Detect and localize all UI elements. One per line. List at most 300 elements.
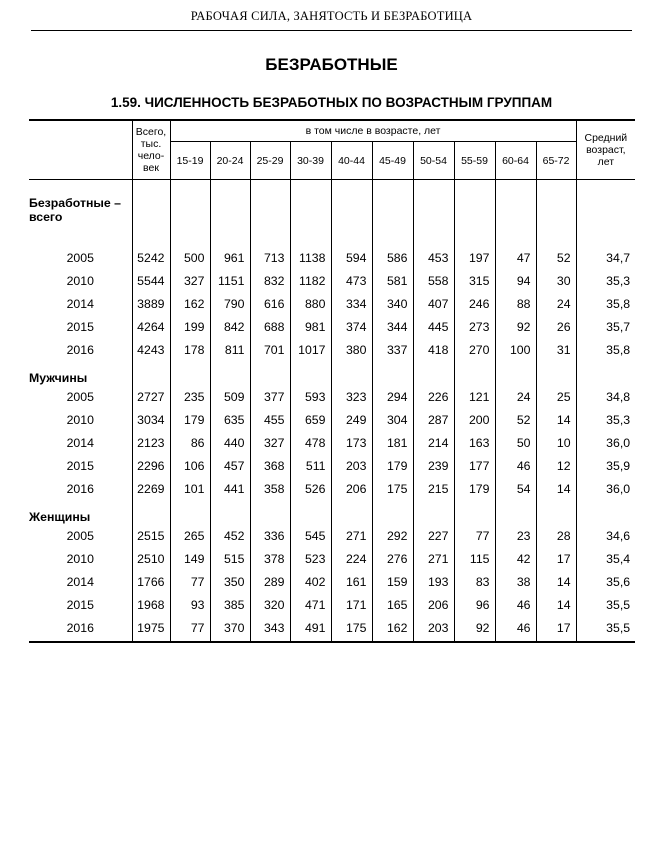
spacer-cell bbox=[536, 234, 576, 246]
age-group-cell: 46 bbox=[495, 593, 536, 616]
col-header-age: 25-29 bbox=[250, 142, 290, 180]
age-group-cell: 203 bbox=[413, 616, 454, 639]
avg-age-cell: 35,9 bbox=[576, 454, 635, 477]
age-group-cell: 832 bbox=[250, 269, 290, 292]
age-group-cell: 226 bbox=[413, 385, 454, 408]
age-group-cell: 457 bbox=[210, 454, 250, 477]
age-group-cell: 14 bbox=[536, 408, 576, 431]
spacer-cell bbox=[576, 234, 635, 246]
age-group-cell: 31 bbox=[536, 338, 576, 361]
age-group-cell: 343 bbox=[250, 616, 290, 639]
year-cell: 2016 bbox=[66, 342, 94, 357]
age-group-cell: 340 bbox=[372, 292, 413, 315]
age-group-cell: 101 bbox=[170, 477, 210, 500]
total-cell: 4243 bbox=[132, 338, 170, 361]
age-group-cell: 323 bbox=[331, 385, 372, 408]
avg-age-cell: 35,3 bbox=[576, 408, 635, 431]
total-cell: 3889 bbox=[132, 292, 170, 315]
age-group-cell: 197 bbox=[454, 246, 495, 269]
category-label: Безработные – всего bbox=[29, 196, 121, 224]
age-group-cell: 47 bbox=[495, 246, 536, 269]
empty-cell bbox=[536, 192, 576, 234]
age-group-cell: 88 bbox=[495, 292, 536, 315]
empty-cell bbox=[290, 500, 331, 524]
spacer-cell bbox=[132, 180, 170, 193]
age-group-cell: 289 bbox=[250, 570, 290, 593]
empty-cell bbox=[372, 192, 413, 234]
section-title: БЕЗРАБОТНЫЕ bbox=[265, 55, 398, 74]
spacer-cell bbox=[29, 234, 132, 246]
spacer-cell bbox=[413, 234, 454, 246]
age-group-cell: 509 bbox=[210, 385, 250, 408]
age-group-cell: 471 bbox=[290, 593, 331, 616]
age-group-cell: 455 bbox=[250, 408, 290, 431]
table-row bbox=[29, 616, 635, 639]
age-group-cell: 77 bbox=[170, 570, 210, 593]
age-group-cell: 385 bbox=[210, 593, 250, 616]
age-group-cell: 453 bbox=[413, 246, 454, 269]
category-label: Женщины bbox=[29, 510, 91, 524]
age-group-cell: 701 bbox=[250, 338, 290, 361]
age-group-cell: 713 bbox=[250, 246, 290, 269]
empty-cell bbox=[454, 500, 495, 524]
age-group-cell: 440 bbox=[210, 431, 250, 454]
total-cell: 1766 bbox=[132, 570, 170, 593]
age-group-cell: 171 bbox=[331, 593, 372, 616]
total-cell: 5242 bbox=[132, 246, 170, 269]
empty-cell bbox=[495, 500, 536, 524]
age-group-cell: 162 bbox=[372, 616, 413, 639]
age-group-cell: 77 bbox=[170, 616, 210, 639]
age-group-cell: 344 bbox=[372, 315, 413, 338]
total-cell: 1968 bbox=[132, 593, 170, 616]
year-cell: 2005 bbox=[66, 250, 94, 265]
avg-age-cell: 34,8 bbox=[576, 385, 635, 408]
empty-cell bbox=[576, 361, 635, 385]
empty-cell bbox=[536, 361, 576, 385]
age-group-cell: 811 bbox=[210, 338, 250, 361]
age-group-cell: 115 bbox=[454, 547, 495, 570]
total-cell: 2515 bbox=[132, 524, 170, 547]
age-group-cell: 327 bbox=[170, 269, 210, 292]
age-group-cell: 179 bbox=[372, 454, 413, 477]
col-header-avg-age: Средний возраст, лет bbox=[576, 120, 635, 180]
spacer-cell bbox=[454, 180, 495, 193]
empty-cell bbox=[250, 361, 290, 385]
spacer-cell bbox=[290, 639, 331, 642]
age-group-cell: 17 bbox=[536, 616, 576, 639]
col-header-age: 60-64 bbox=[495, 142, 536, 180]
age-group-cell: 177 bbox=[454, 454, 495, 477]
table-body bbox=[29, 180, 635, 643]
col-header-age: 20-24 bbox=[210, 142, 250, 180]
age-group-cell: 478 bbox=[290, 431, 331, 454]
empty-cell bbox=[170, 361, 210, 385]
spacer-row bbox=[29, 180, 635, 193]
empty-cell bbox=[331, 192, 372, 234]
empty-cell bbox=[132, 361, 170, 385]
empty-cell bbox=[210, 192, 250, 234]
total-cell: 5544 bbox=[132, 269, 170, 292]
empty-cell bbox=[170, 500, 210, 524]
age-group-cell: 452 bbox=[210, 524, 250, 547]
age-group-cell: 635 bbox=[210, 408, 250, 431]
age-group-cell: 271 bbox=[413, 547, 454, 570]
age-group-cell: 659 bbox=[290, 408, 331, 431]
spacer-cell bbox=[536, 639, 576, 642]
age-group-cell: 526 bbox=[290, 477, 331, 500]
empty-cell bbox=[170, 192, 210, 234]
age-group-cell: 271 bbox=[331, 524, 372, 547]
age-group-cell: 1138 bbox=[290, 246, 331, 269]
spacer-cell bbox=[210, 180, 250, 193]
empty-cell bbox=[331, 500, 372, 524]
empty-cell bbox=[331, 361, 372, 385]
spacer-cell bbox=[413, 180, 454, 193]
age-group-cell: 54 bbox=[495, 477, 536, 500]
spacer-cell bbox=[210, 234, 250, 246]
avg-age-cell: 36,0 bbox=[576, 477, 635, 500]
age-group-cell: 162 bbox=[170, 292, 210, 315]
age-group-cell: 1182 bbox=[290, 269, 331, 292]
age-group-cell: 14 bbox=[536, 570, 576, 593]
age-group-cell: 292 bbox=[372, 524, 413, 547]
age-group-cell: 96 bbox=[454, 593, 495, 616]
age-group-cell: 30 bbox=[536, 269, 576, 292]
age-group-cell: 616 bbox=[250, 292, 290, 315]
age-group-cell: 26 bbox=[536, 315, 576, 338]
table-row bbox=[29, 315, 635, 338]
avg-age-cell: 35,4 bbox=[576, 547, 635, 570]
age-group-cell: 200 bbox=[454, 408, 495, 431]
age-group-cell: 175 bbox=[331, 616, 372, 639]
corner-cell bbox=[29, 120, 132, 180]
col-header-age: 45-49 bbox=[372, 142, 413, 180]
age-group-cell: 368 bbox=[250, 454, 290, 477]
spacer-cell bbox=[170, 234, 210, 246]
age-group-cell: 23 bbox=[495, 524, 536, 547]
category-row bbox=[29, 361, 635, 385]
avg-age-cell: 35,7 bbox=[576, 315, 635, 338]
age-group-cell: 224 bbox=[331, 547, 372, 570]
age-group-cell: 175 bbox=[372, 477, 413, 500]
age-group-cell: 106 bbox=[170, 454, 210, 477]
age-group-cell: 418 bbox=[413, 338, 454, 361]
age-group-cell: 193 bbox=[413, 570, 454, 593]
age-group-cell: 165 bbox=[372, 593, 413, 616]
table-title: 1.59. ЧИСЛЕННОСТЬ БЕЗРАБОТНЫХ ПО ВОЗРАСТНЫМ ГРУППАМ bbox=[110, 95, 553, 110]
age-group-cell: 181 bbox=[372, 431, 413, 454]
age-group-cell: 287 bbox=[413, 408, 454, 431]
age-group-cell: 273 bbox=[454, 315, 495, 338]
year-cell: 2010 bbox=[66, 412, 94, 427]
spacer-cell bbox=[331, 639, 372, 642]
age-group-cell: 320 bbox=[250, 593, 290, 616]
age-group-cell: 46 bbox=[495, 616, 536, 639]
col-header-age: 55-59 bbox=[454, 142, 495, 180]
age-group-cell: 28 bbox=[536, 524, 576, 547]
spacer-cell bbox=[495, 180, 536, 193]
age-group-cell: 246 bbox=[454, 292, 495, 315]
spacer-cell bbox=[250, 180, 290, 193]
col-header-age: 15-19 bbox=[170, 142, 210, 180]
avg-age-cell: 35,5 bbox=[576, 593, 635, 616]
age-group-cell: 149 bbox=[170, 547, 210, 570]
total-cell: 2269 bbox=[132, 477, 170, 500]
year-cell: 2015 bbox=[66, 458, 94, 473]
col-header-age: 40-44 bbox=[331, 142, 372, 180]
year-cell: 2015 bbox=[66, 319, 94, 334]
empty-cell bbox=[495, 192, 536, 234]
age-group-cell: 441 bbox=[210, 477, 250, 500]
col-header-total: Всего, тыс. чело-век bbox=[132, 120, 170, 180]
col-header-age: 50-54 bbox=[413, 142, 454, 180]
age-group-cell: 206 bbox=[413, 593, 454, 616]
table-row bbox=[29, 593, 635, 616]
age-group-cell: 407 bbox=[413, 292, 454, 315]
age-group-cell: 842 bbox=[210, 315, 250, 338]
empty-cell bbox=[372, 361, 413, 385]
spacer-cell bbox=[454, 639, 495, 642]
age-group-cell: 380 bbox=[331, 338, 372, 361]
age-group-cell: 199 bbox=[170, 315, 210, 338]
age-group-cell: 593 bbox=[290, 385, 331, 408]
age-group-cell: 17 bbox=[536, 547, 576, 570]
age-group-cell: 473 bbox=[331, 269, 372, 292]
total-cell: 1975 bbox=[132, 616, 170, 639]
table-row bbox=[29, 292, 635, 315]
header-rule bbox=[31, 30, 632, 31]
year-cell: 2005 bbox=[66, 389, 94, 404]
age-group-cell: 12 bbox=[536, 454, 576, 477]
year-cell: 2015 bbox=[66, 597, 94, 612]
empty-cell bbox=[372, 500, 413, 524]
empty-cell bbox=[576, 500, 635, 524]
total-cell: 2123 bbox=[132, 431, 170, 454]
age-group-cell: 545 bbox=[290, 524, 331, 547]
age-group-cell: 42 bbox=[495, 547, 536, 570]
year-cell: 2010 bbox=[66, 551, 94, 566]
age-group-cell: 178 bbox=[170, 338, 210, 361]
age-group-cell: 25 bbox=[536, 385, 576, 408]
age-group-cell: 594 bbox=[331, 246, 372, 269]
spacer-cell bbox=[170, 639, 210, 642]
spacer-cell bbox=[454, 234, 495, 246]
col-header-age: 30-39 bbox=[290, 142, 331, 180]
total-cell: 2296 bbox=[132, 454, 170, 477]
total-cell: 2510 bbox=[132, 547, 170, 570]
age-group-cell: 358 bbox=[250, 477, 290, 500]
spacer-cell bbox=[576, 180, 635, 193]
age-group-cell: 121 bbox=[454, 385, 495, 408]
age-group-cell: 206 bbox=[331, 477, 372, 500]
spacer-cell bbox=[29, 180, 132, 193]
spacer-cell bbox=[536, 180, 576, 193]
age-group-cell: 86 bbox=[170, 431, 210, 454]
avg-age-cell: 35,8 bbox=[576, 292, 635, 315]
spacer-cell bbox=[372, 639, 413, 642]
empty-cell bbox=[495, 361, 536, 385]
age-group-cell: 402 bbox=[290, 570, 331, 593]
empty-cell bbox=[536, 500, 576, 524]
age-group-cell: 337 bbox=[372, 338, 413, 361]
age-group-cell: 265 bbox=[170, 524, 210, 547]
category-row bbox=[29, 500, 635, 524]
spacer-cell bbox=[210, 639, 250, 642]
age-group-cell: 586 bbox=[372, 246, 413, 269]
total-cell: 2727 bbox=[132, 385, 170, 408]
age-group-cell: 14 bbox=[536, 593, 576, 616]
category-label: Мужчины bbox=[29, 371, 88, 385]
age-group-cell: 276 bbox=[372, 547, 413, 570]
table-row bbox=[29, 269, 635, 292]
year-cell: 2005 bbox=[66, 528, 94, 543]
empty-cell bbox=[210, 500, 250, 524]
unemployed-by-age-table bbox=[29, 119, 635, 643]
table-row bbox=[29, 338, 635, 361]
age-group-cell: 304 bbox=[372, 408, 413, 431]
age-group-cell: 94 bbox=[495, 269, 536, 292]
empty-cell bbox=[132, 500, 170, 524]
age-group-cell: 790 bbox=[210, 292, 250, 315]
age-group-cell: 38 bbox=[495, 570, 536, 593]
age-group-cell: 294 bbox=[372, 385, 413, 408]
col-header-age-group: в том числе в возрасте, лет bbox=[170, 120, 576, 142]
age-group-cell: 336 bbox=[250, 524, 290, 547]
year-cell: 2016 bbox=[66, 620, 94, 635]
age-group-cell: 227 bbox=[413, 524, 454, 547]
age-group-cell: 203 bbox=[331, 454, 372, 477]
age-group-cell: 46 bbox=[495, 454, 536, 477]
age-group-cell: 961 bbox=[210, 246, 250, 269]
age-group-cell: 249 bbox=[331, 408, 372, 431]
age-group-cell: 215 bbox=[413, 477, 454, 500]
age-group-cell: 1151 bbox=[210, 269, 250, 292]
age-group-cell: 445 bbox=[413, 315, 454, 338]
total-cell: 3034 bbox=[132, 408, 170, 431]
spacer-cell bbox=[576, 639, 635, 642]
avg-age-cell: 34,6 bbox=[576, 524, 635, 547]
spacer-cell bbox=[290, 234, 331, 246]
spacer-cell bbox=[331, 180, 372, 193]
table-row bbox=[29, 524, 635, 547]
age-group-cell: 14 bbox=[536, 477, 576, 500]
avg-age-cell: 35,6 bbox=[576, 570, 635, 593]
table-row bbox=[29, 547, 635, 570]
age-group-cell: 270 bbox=[454, 338, 495, 361]
age-group-cell: 173 bbox=[331, 431, 372, 454]
year-cell: 2010 bbox=[66, 273, 94, 288]
table-row bbox=[29, 570, 635, 593]
age-group-cell: 239 bbox=[413, 454, 454, 477]
year-cell: 2014 bbox=[66, 296, 94, 311]
spacer-row bbox=[29, 234, 635, 246]
empty-cell bbox=[290, 192, 331, 234]
age-group-cell: 315 bbox=[454, 269, 495, 292]
avg-age-cell: 36,0 bbox=[576, 431, 635, 454]
age-group-cell: 377 bbox=[250, 385, 290, 408]
age-group-cell: 981 bbox=[290, 315, 331, 338]
spacer-cell bbox=[170, 180, 210, 193]
age-group-cell: 83 bbox=[454, 570, 495, 593]
avg-age-cell: 35,3 bbox=[576, 269, 635, 292]
age-group-cell: 581 bbox=[372, 269, 413, 292]
table-row bbox=[29, 477, 635, 500]
age-group-cell: 350 bbox=[210, 570, 250, 593]
running-header: РАБОЧАЯ СИЛА, ЗАНЯТОСТЬ И БЕЗРАБОТИЦА bbox=[190, 9, 473, 23]
age-group-cell: 179 bbox=[170, 408, 210, 431]
age-group-cell: 52 bbox=[536, 246, 576, 269]
category-row bbox=[29, 192, 635, 234]
avg-age-cell: 35,5 bbox=[576, 616, 635, 639]
age-group-cell: 880 bbox=[290, 292, 331, 315]
year-cell: 2016 bbox=[66, 481, 94, 496]
age-group-cell: 179 bbox=[454, 477, 495, 500]
spacer-cell bbox=[250, 639, 290, 642]
year-cell: 2014 bbox=[66, 574, 94, 589]
spacer-row bbox=[29, 639, 635, 642]
empty-cell bbox=[290, 361, 331, 385]
spacer-cell bbox=[372, 180, 413, 193]
age-group-cell: 100 bbox=[495, 338, 536, 361]
spacer-cell bbox=[331, 234, 372, 246]
age-group-cell: 688 bbox=[250, 315, 290, 338]
age-group-cell: 93 bbox=[170, 593, 210, 616]
age-group-cell: 327 bbox=[250, 431, 290, 454]
empty-cell bbox=[454, 192, 495, 234]
table-row bbox=[29, 431, 635, 454]
age-group-cell: 491 bbox=[290, 616, 331, 639]
empty-cell bbox=[413, 192, 454, 234]
age-group-cell: 378 bbox=[250, 547, 290, 570]
age-group-cell: 52 bbox=[495, 408, 536, 431]
age-group-cell: 214 bbox=[413, 431, 454, 454]
age-group-cell: 334 bbox=[331, 292, 372, 315]
age-group-cell: 92 bbox=[495, 315, 536, 338]
age-group-cell: 370 bbox=[210, 616, 250, 639]
spacer-cell bbox=[250, 234, 290, 246]
age-group-cell: 1017 bbox=[290, 338, 331, 361]
age-group-cell: 50 bbox=[495, 431, 536, 454]
age-group-cell: 10 bbox=[536, 431, 576, 454]
table-row bbox=[29, 246, 635, 269]
empty-cell bbox=[250, 192, 290, 234]
table-row bbox=[29, 408, 635, 431]
year-cell: 2014 bbox=[66, 435, 94, 450]
age-group-cell: 515 bbox=[210, 547, 250, 570]
spacer-cell bbox=[495, 639, 536, 642]
age-group-cell: 24 bbox=[536, 292, 576, 315]
col-header-age: 65-72 bbox=[536, 142, 576, 180]
age-group-cell: 511 bbox=[290, 454, 331, 477]
spacer-cell bbox=[413, 639, 454, 642]
empty-cell bbox=[210, 361, 250, 385]
spacer-cell bbox=[372, 234, 413, 246]
age-group-cell: 523 bbox=[290, 547, 331, 570]
age-group-cell: 374 bbox=[331, 315, 372, 338]
avg-age-cell: 35,8 bbox=[576, 338, 635, 361]
empty-cell bbox=[132, 192, 170, 234]
spacer-cell bbox=[290, 180, 331, 193]
total-cell: 4264 bbox=[132, 315, 170, 338]
spacer-cell bbox=[132, 639, 170, 642]
empty-cell bbox=[413, 500, 454, 524]
table-row bbox=[29, 385, 635, 408]
age-group-cell: 92 bbox=[454, 616, 495, 639]
age-group-cell: 24 bbox=[495, 385, 536, 408]
age-group-cell: 500 bbox=[170, 246, 210, 269]
spacer-cell bbox=[132, 234, 170, 246]
